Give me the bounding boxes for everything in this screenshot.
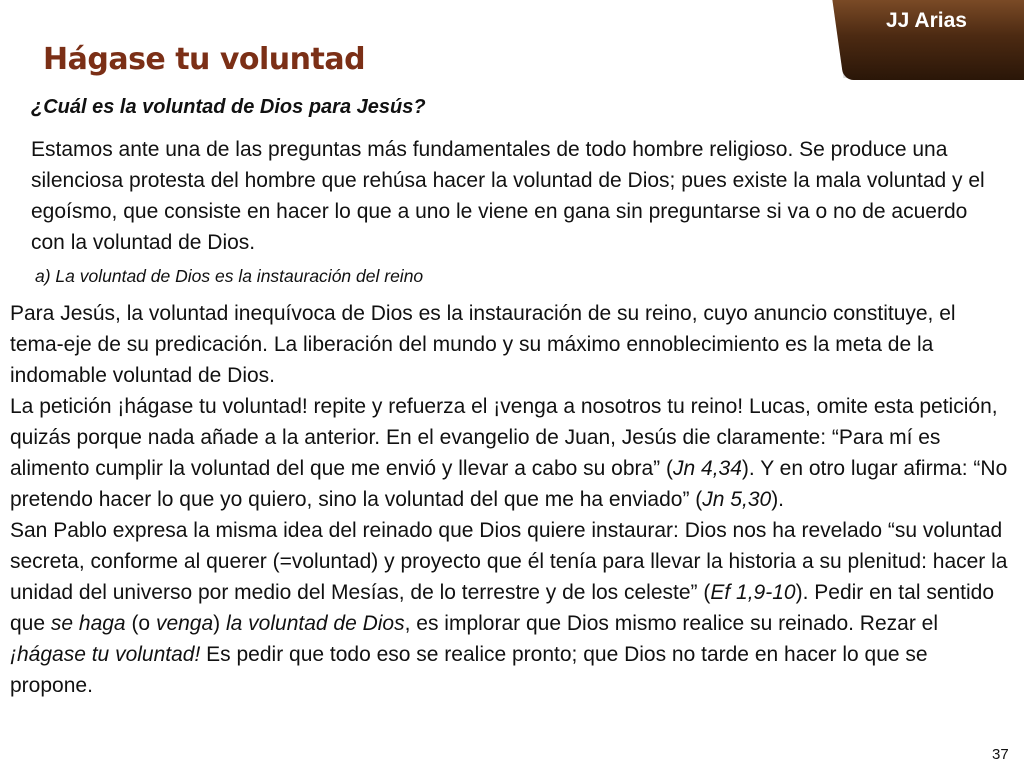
author-label: JJ Arias <box>886 9 967 32</box>
emphasis-text: se haga <box>50 612 126 635</box>
paragraph-text: ). Y en otro lugar afirma: “No pretendo hacer lo que yo quiero, sino la voluntad del que me ha enviado” ( <box>10 457 1008 511</box>
paragraph-text: ) <box>213 612 226 635</box>
bible-reference: Jn 5,30 <box>702 488 772 511</box>
bible-reference: Ef 1,9-10 <box>710 581 796 604</box>
emphasis-text: venga <box>155 612 214 635</box>
body-paragraph-1: Para Jesús, la voluntad inequívoca de Dios es la instauración de su reino, cuyo anuncio constituye, el tema-eje de su predicación. La liberación del mundo y su máximo ennoblecimiento es la meta de la indomable voluntad de Dios. <box>10 302 956 387</box>
slide-title: Hágase tu voluntad <box>43 42 366 77</box>
paragraph-text: (o <box>125 612 156 635</box>
emphasis-text: ¡hágase tu voluntad! <box>10 643 201 666</box>
section-subheading: a) La voluntad de Dios es la instauración del reino <box>35 266 424 286</box>
paragraph-text: Es pedir que todo eso se realice pronto; que Dios no tarde en hacer lo que se propone. <box>10 643 928 697</box>
question-heading: ¿Cuál es la voluntad de Dios para Jesús? <box>31 96 426 118</box>
body-paragraph-3 <box>10 515 1010 701</box>
bible-reference: Jn 4,34 <box>673 457 742 480</box>
intro-paragraph: Estamos ante una de las preguntas más fundamentales de todo hombre religioso. Se produce una silenciosa protesta del hombre que rehúsa hacer la voluntad de Dios; pues existe la mala voluntad y el egoísmo, que consiste en hacer lo que a uno le viene en gana sin preguntarse si va o no de acuerdo con la voluntad de Dios. <box>31 138 985 254</box>
emphasis-text: la voluntad de Dios <box>226 612 405 635</box>
paragraph-text: San Pablo expresa la misma idea del reinado que Dios quiere instaurar: Dios nos ha revelado “su voluntad secreta, conforme al querer (=voluntad) y proyecto que él tenía para llevar la historia a su plenitud: hacer la unidad del universo por medio del Mesías, de lo terrestre y de los celeste” ( <box>10 519 1008 604</box>
paragraph-text: ). <box>771 488 785 511</box>
paragraph-text: La petición ¡hágase tu voluntad! repite y refuerza el ¡venga a nosotros tu reino! Lucas, omite esta petición, quizás porque nada añade a la anterior. En el evangelio de Juan, Jesús die claramente: “Para mí es alimento cumplir la voluntad del que me envió y llevar a cabo su obra” ( <box>10 395 998 480</box>
paragraph-text: ). Pedir en tal sentido que <box>10 581 995 635</box>
page-number: 37 <box>992 746 1009 763</box>
body-paragraph-2 <box>10 391 1010 515</box>
paragraph-text: , es implorar que Dios mismo realice su reinado. Rezar el <box>404 612 939 635</box>
body-text <box>10 298 1010 701</box>
